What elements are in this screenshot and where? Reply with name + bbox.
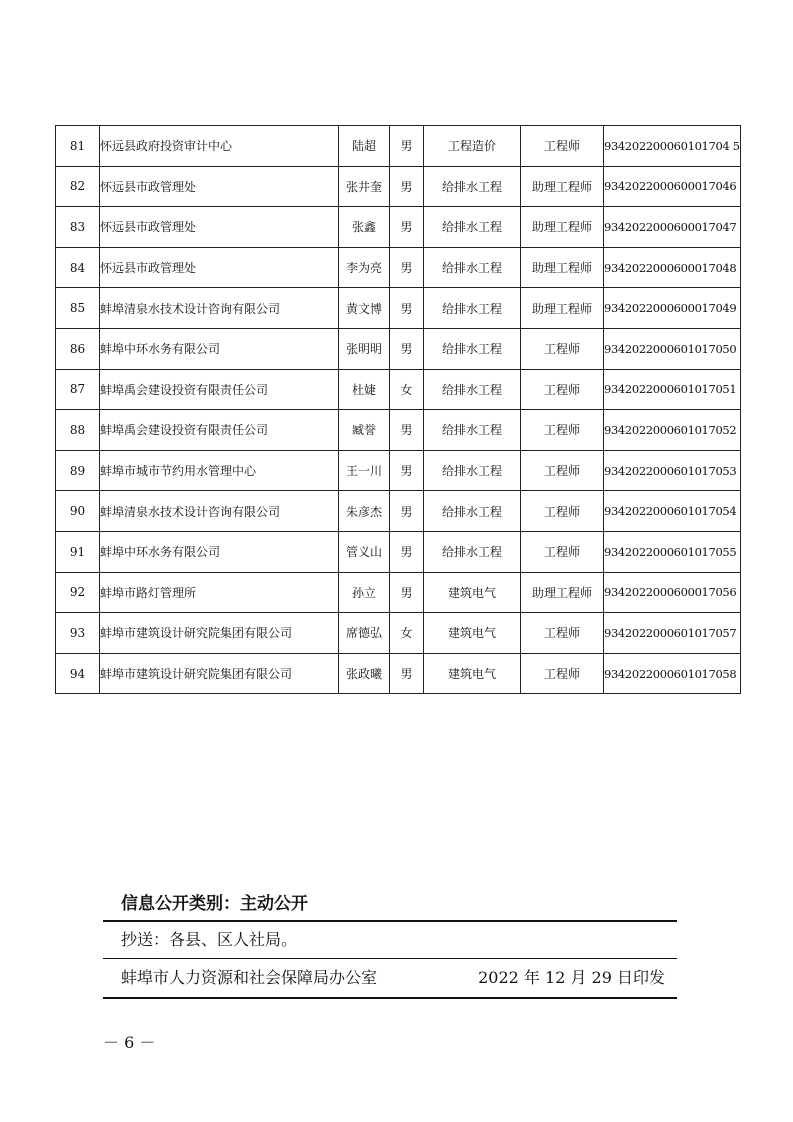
table-row <box>56 410 741 451</box>
employer-cell: 蚌埠禹会建设投资有限责任公司 <box>100 410 339 451</box>
person-name-cell: 臧誉 <box>339 410 390 451</box>
certificate-number-cell: 9342022000601017051 <box>604 369 741 410</box>
row-number: 83 <box>56 207 100 248</box>
gender-cell: 男 <box>390 531 424 572</box>
employer-cell: 怀远县市政管理处 <box>100 166 339 207</box>
row-number: 88 <box>56 410 100 451</box>
table-row <box>56 491 741 532</box>
person-name-cell: 席德弘 <box>339 613 390 654</box>
employer-cell: 蚌埠清泉水技术设计咨询有限公司 <box>100 491 339 532</box>
row-number: 86 <box>56 328 100 369</box>
person-name-cell: 张政曦 <box>339 653 390 694</box>
gender-cell: 男 <box>390 288 424 329</box>
specialty-cell: 给排水工程 <box>424 166 521 207</box>
issuing-office: 蚌埠市人力资源和社会保障局办公室 <box>121 968 378 987</box>
specialty-cell: 工程造价 <box>424 126 521 167</box>
employer-cell: 蚌埠市建筑设计研究院集团有限公司 <box>100 653 339 694</box>
specialty-cell: 建筑电气 <box>424 613 521 654</box>
certificate-number-cell: 9342022000601017058 <box>604 653 741 694</box>
row-number: 82 <box>56 166 100 207</box>
gender-cell: 男 <box>390 572 424 613</box>
qualification-cell: 工程师 <box>521 450 604 491</box>
qualification-cell: 助理工程师 <box>521 166 604 207</box>
gender-cell: 男 <box>390 450 424 491</box>
certificate-number-cell: 9342022000601017053 <box>604 450 741 491</box>
certificate-number-cell: 9342022000601017050 <box>604 328 741 369</box>
roster-table <box>55 125 741 694</box>
specialty-cell: 给排水工程 <box>424 369 521 410</box>
qualification-cell: 助理工程师 <box>521 247 604 288</box>
employer-cell: 蚌埠市城市节约用水管理中心 <box>100 450 339 491</box>
certificate-number-cell: 9342022000600017048 <box>604 247 741 288</box>
page-number: － 6 － <box>103 1033 156 1052</box>
qualification-cell: 工程师 <box>521 328 604 369</box>
specialty-cell: 给排水工程 <box>424 247 521 288</box>
table-row <box>56 613 741 654</box>
gender-cell: 男 <box>390 207 424 248</box>
row-number: 93 <box>56 613 100 654</box>
certificate-number-cell: 9342022000600017047 <box>604 207 741 248</box>
employer-cell: 蚌埠中环水务有限公司 <box>100 531 339 572</box>
gender-cell: 男 <box>390 126 424 167</box>
table-row <box>56 166 741 207</box>
document-footer <box>103 888 677 999</box>
person-name-cell: 杜婕 <box>339 369 390 410</box>
person-name-cell: 黄文博 <box>339 288 390 329</box>
table-row <box>56 369 741 410</box>
row-number: 85 <box>56 288 100 329</box>
specialty-cell: 给排水工程 <box>424 450 521 491</box>
row-number: 91 <box>56 531 100 572</box>
specialty-cell: 给排水工程 <box>424 328 521 369</box>
employer-cell: 蚌埠清泉水技术设计咨询有限公司 <box>100 288 339 329</box>
row-number: 89 <box>56 450 100 491</box>
roster-table-body <box>56 126 741 694</box>
table-row <box>56 653 741 694</box>
person-name-cell: 孙立 <box>339 572 390 613</box>
issuer-line <box>103 959 677 999</box>
table-row <box>56 531 741 572</box>
qualification-cell: 助理工程师 <box>521 572 604 613</box>
row-number: 81 <box>56 126 100 167</box>
qualification-cell: 工程师 <box>521 410 604 451</box>
table-row <box>56 572 741 613</box>
certificate-number-cell: 9342022000600017046 <box>604 166 741 207</box>
specialty-cell: 给排水工程 <box>424 288 521 329</box>
employer-cell: 怀远县市政管理处 <box>100 207 339 248</box>
specialty-cell: 给排水工程 <box>424 207 521 248</box>
table-row <box>56 207 741 248</box>
certificate-number-cell: 9342022000601017055 <box>604 531 741 572</box>
row-number: 84 <box>56 247 100 288</box>
qualification-cell: 助理工程师 <box>521 288 604 329</box>
qualification-cell: 工程师 <box>521 369 604 410</box>
certificate-number-cell: 9342022000601017054 <box>604 491 741 532</box>
person-name-cell: 张明明 <box>339 328 390 369</box>
gender-cell: 男 <box>390 247 424 288</box>
employer-cell: 蚌埠市建筑设计研究院集团有限公司 <box>100 613 339 654</box>
cc-recipients: 抄送：各县、区人社局。 <box>103 922 677 959</box>
specialty-cell: 建筑电气 <box>424 653 521 694</box>
certificate-number-cell: 9342022000601017052 <box>604 410 741 451</box>
specialty-cell: 建筑电气 <box>424 572 521 613</box>
qualification-cell: 工程师 <box>521 653 604 694</box>
table-row <box>56 126 741 167</box>
gender-cell: 男 <box>390 491 424 532</box>
person-name-cell: 张鑫 <box>339 207 390 248</box>
row-number: 94 <box>56 653 100 694</box>
row-number: 90 <box>56 491 100 532</box>
employer-cell: 怀远县政府投资审计中心 <box>100 126 339 167</box>
person-name-cell: 张井奎 <box>339 166 390 207</box>
table-row <box>56 328 741 369</box>
person-name-cell: 陆超 <box>339 126 390 167</box>
certificate-number-cell: 934202200060101704 5 <box>604 126 741 167</box>
disclosure-category: 信息公开类别：主动公开 <box>103 888 677 922</box>
employer-cell: 怀远县市政管理处 <box>100 247 339 288</box>
qualification-cell: 工程师 <box>521 126 604 167</box>
employer-cell: 蚌埠禹会建设投资有限责任公司 <box>100 369 339 410</box>
qualification-cell: 工程师 <box>521 613 604 654</box>
specialty-cell: 给排水工程 <box>424 531 521 572</box>
gender-cell: 男 <box>390 166 424 207</box>
qualification-cell: 工程师 <box>521 531 604 572</box>
roster-table-container <box>55 125 738 694</box>
gender-cell: 男 <box>390 410 424 451</box>
certificate-number-cell: 9342022000600017056 <box>604 572 741 613</box>
specialty-cell: 给排水工程 <box>424 410 521 451</box>
person-name-cell: 王一川 <box>339 450 390 491</box>
gender-cell: 女 <box>390 369 424 410</box>
gender-cell: 男 <box>390 328 424 369</box>
row-number: 92 <box>56 572 100 613</box>
qualification-cell: 助理工程师 <box>521 207 604 248</box>
table-row <box>56 450 741 491</box>
gender-cell: 女 <box>390 613 424 654</box>
certificate-number-cell: 9342022000600017049 <box>604 288 741 329</box>
person-name-cell: 李为亮 <box>339 247 390 288</box>
table-row <box>56 247 741 288</box>
person-name-cell: 朱彦杰 <box>339 491 390 532</box>
issue-date: 2022 年 12 月 29 日印发 <box>478 968 665 987</box>
employer-cell: 蚌埠市路灯管理所 <box>100 572 339 613</box>
gender-cell: 男 <box>390 653 424 694</box>
certificate-number-cell: 9342022000601017057 <box>604 613 741 654</box>
employer-cell: 蚌埠中环水务有限公司 <box>100 328 339 369</box>
row-number: 87 <box>56 369 100 410</box>
specialty-cell: 给排水工程 <box>424 491 521 532</box>
qualification-cell: 工程师 <box>521 491 604 532</box>
table-row <box>56 288 741 329</box>
person-name-cell: 管义山 <box>339 531 390 572</box>
